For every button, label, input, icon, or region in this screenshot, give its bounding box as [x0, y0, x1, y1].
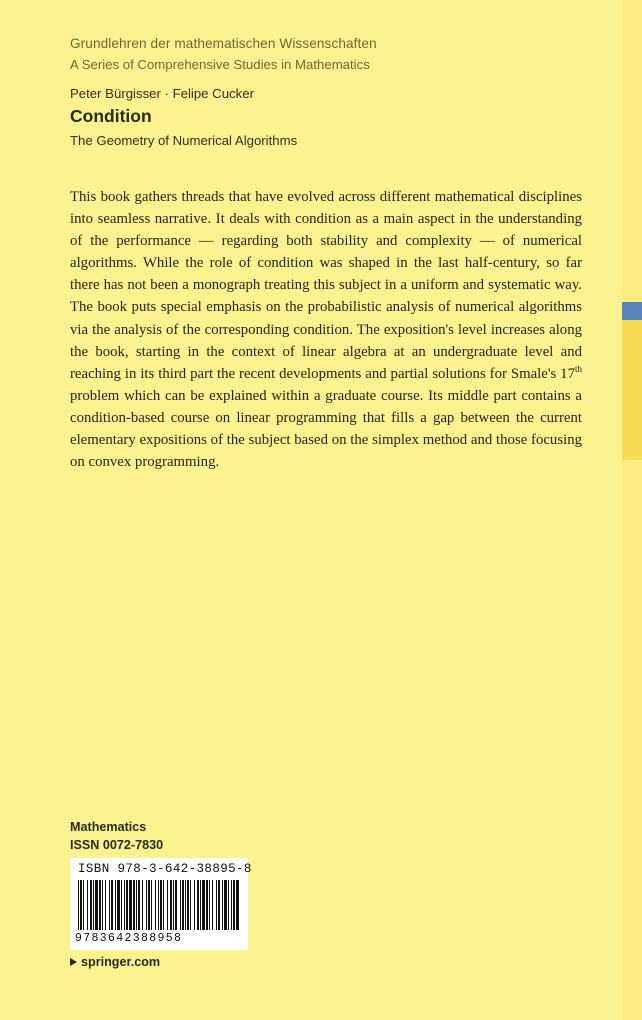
side-color-tab-gold	[622, 320, 642, 460]
book-subtitle: The Geometry of Numerical Algorithms	[70, 133, 298, 148]
right-edge-band	[622, 0, 642, 1020]
issn-label: ISSN 0072-7830	[70, 838, 164, 852]
arrow-right-icon	[70, 958, 77, 966]
series-subtitle: A Series of Comprehensive Studies in Mathematics	[70, 57, 370, 72]
description-text-part-2: problem which can be explained within a graduate course. Its middle part contains a condition-based course on linear programming that fills a gap between the current elementary expositions of the subject based on the simplex method and those focusing on convex programming.	[70, 387, 582, 471]
barcode-icon	[76, 880, 242, 932]
book-authors: Peter Bürgisser · Felipe Cucker	[70, 86, 254, 101]
description-superscript: th	[574, 363, 582, 374]
publisher-url: springer.com	[81, 955, 161, 969]
side-color-tab-blue	[622, 302, 642, 320]
barcode-box	[70, 858, 252, 950]
publisher-link[interactable]	[70, 955, 160, 969]
isbn-label: ISBN 978-3-642-38895-8	[78, 862, 252, 876]
book-description	[70, 186, 582, 473]
barcode-digits: 9783642388958	[75, 932, 183, 945]
book-title: Condition	[70, 106, 152, 126]
series-block	[70, 36, 377, 72]
series-title: Grundlehren der mathematischen Wissenschaften	[70, 36, 377, 51]
subject-label: Mathematics	[70, 820, 147, 834]
description-text-part-1: This book gathers threads that have evolved across different mathematical disciplines into seamless narrative. It deals with condition as a main aspect in the understanding of the performance — regarding both stability and complexity — of numerical algorithms. While the role of condition was shaped in the last half-century, so far there has not been a monograph treating this subject in a uniform and systematic way. The book puts special emphasis on the probabilistic analysis of numerical algorithms via the analysis of the corresponding condition. The exposition's level increases along the book, starting in the context of linear algebra at an undergraduate level and reaching in its third part the recent developments and partial solutions for Smale's 17	[70, 189, 582, 382]
